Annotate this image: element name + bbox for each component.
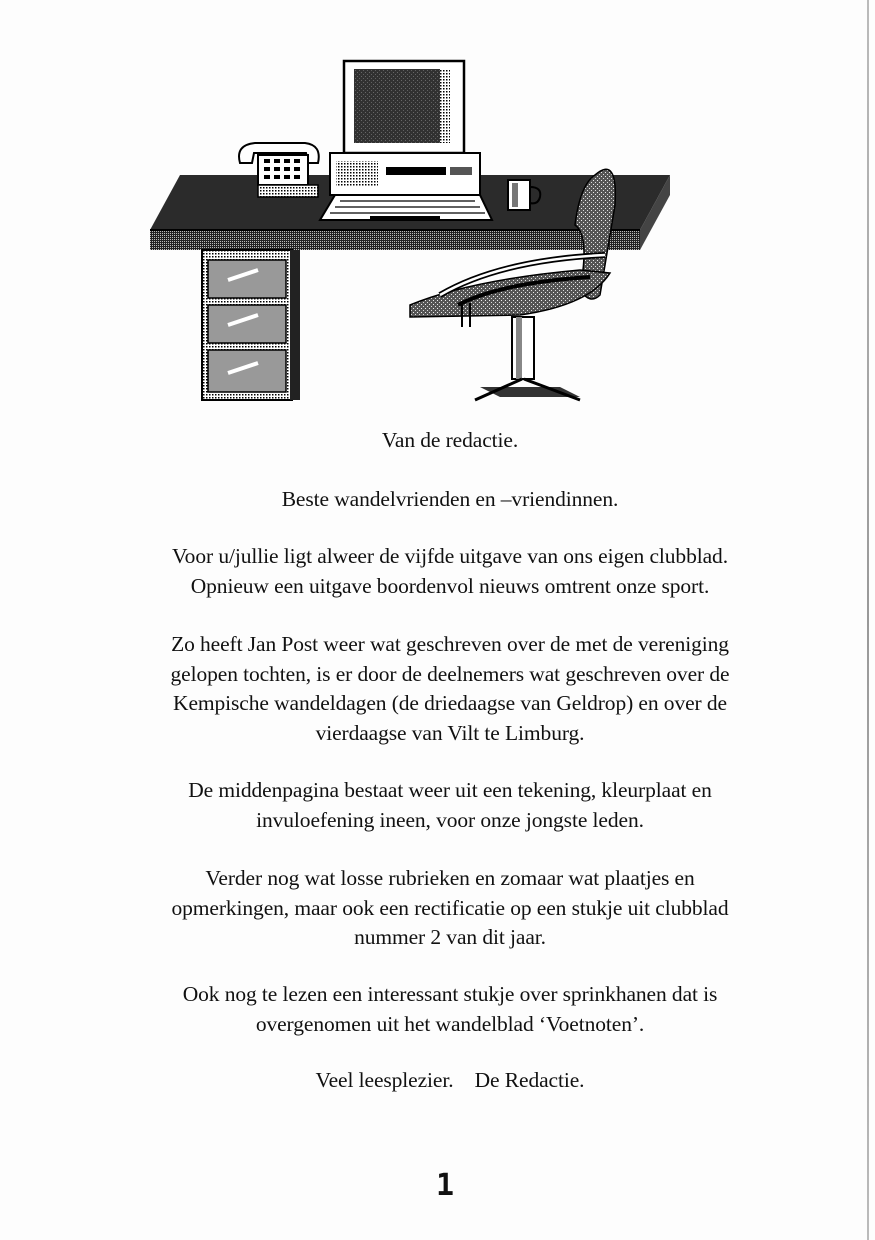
- page-number: 1: [435, 1168, 455, 1203]
- paragraph-line: De middenpagina bestaat weer uit een tekening, kleurplaat en: [188, 778, 712, 802]
- paragraph-line: overgenomen uit het wandelblad ‘Voetnoten’.: [255, 1011, 645, 1036]
- desk-computer-illustration-icon: [140, 55, 680, 407]
- paragraph-line: Voor u/jullie ligt alweer de vijfde uitgave van ons eigen clubblad.: [172, 544, 728, 568]
- paragraph-line: invuloefening ineen, voor onze jongste leden.: [256, 807, 644, 832]
- paragraph-line: opmerkingen, maar ook een rectificatie op een stukje uit clubblad: [171, 895, 729, 920]
- paragraph-line: Kempische wandeldagen (de driedaagse van Geldrop) en over de: [173, 691, 727, 715]
- page-edge: [867, 0, 869, 1240]
- closing-line: Veel leesplezier. De Redactie.: [315, 1068, 585, 1092]
- paragraph-line: vierdaagse van Vilt te Limburg.: [315, 720, 585, 745]
- greeting: Beste wandelvrienden en –vriendinnen.: [281, 487, 619, 511]
- paragraph-line: gelopen tochten, is er door de deelnemers wat geschreven over de: [170, 661, 730, 686]
- paragraph-line: Verder nog wat losse rubrieken en zomaar wat plaatjes en: [205, 866, 695, 890]
- paragraph-line: Ook nog te lezen een interessant stukje over sprinkhanen dat is: [182, 982, 718, 1006]
- paragraph-line: nummer 2 van dit jaar.: [354, 925, 546, 949]
- paragraph-line: Zo heeft Jan Post weer wat geschreven over de met de vereniging: [171, 632, 729, 656]
- paragraph-4: [100, 864, 800, 953]
- paragraph-2: [100, 630, 800, 748]
- paragraph-1: [100, 542, 800, 601]
- paragraph-line: Opnieuw een uitgave boordenvol nieuws omtrent onze sport.: [190, 573, 710, 598]
- heading: Van de redactie.: [381, 428, 519, 452]
- paragraph-5: [100, 980, 800, 1039]
- paragraph-3: [100, 776, 800, 835]
